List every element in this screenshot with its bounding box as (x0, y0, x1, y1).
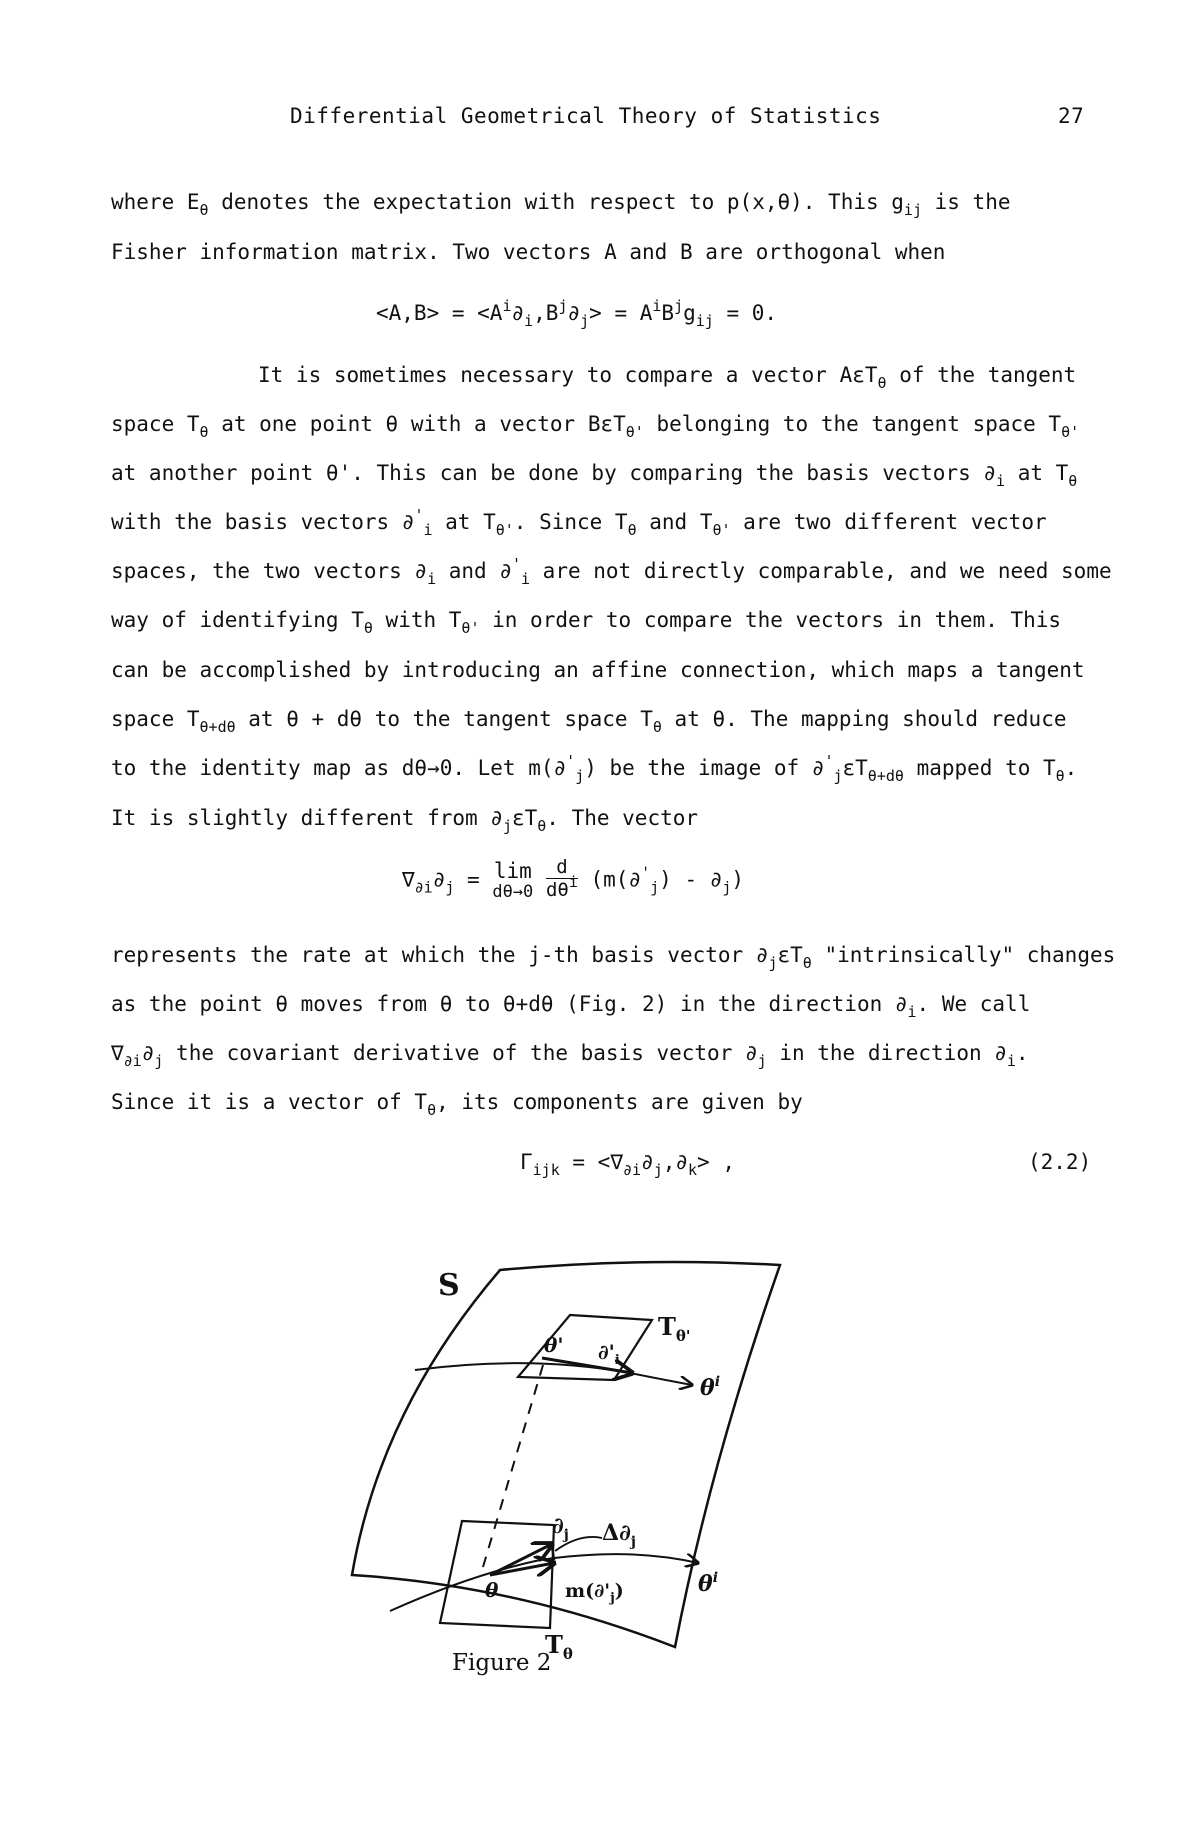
paragraph-line-16: as the point θ moves from θ to θ+dθ (Fig. 2) in the direction $\partial_i$. We call (111, 992, 1031, 1021)
equation-covariant-derivative: $\nabla_{\partial i}\partial_j$ = lim dθ→0 $\frac{d}{d\theta^i}$ $(m(\partial'_j) - \partial_j)$ (402, 856, 745, 902)
limit-operator: lim dθ→0 (492, 858, 534, 902)
equation-christoffel: $\Gamma_{ijk} = <\nabla_{\partial i}\partial_j,\partial_k>$ , (520, 1150, 735, 1179)
figure-caption: Figure 2 (452, 1650, 552, 1676)
paragraph-line-12: to the identity map as dθ→0. Let $m(\partial'_j)$ be the image of $\partial'_j\varepsilon T_{\theta+d\theta}$ mapped to $T_\theta$. (111, 752, 1078, 785)
paragraph-line-8: spaces, the two vectors $\partial_i$ and $\partial'_i$ are not directly comparable, and we need some (111, 555, 1112, 588)
paragraph-line-2: Fisher information matrix. Two vectors A and B are orthogonal when (111, 240, 946, 264)
paragraph-line-5: space $T_\theta$ at one point θ with a vector BεT$_{\theta'}$ belonging to the tangent space $T_{\theta'}$ (111, 412, 1080, 441)
paragraph-line-15: represents the rate at which the j-th basis vector $\partial_j\varepsilon T_\theta$ "intrinsically" changes (111, 943, 1116, 972)
page-number: 27 (1058, 104, 1085, 128)
paragraph-line-11: space $T_{\theta+d\theta}$ at θ + dθ to the tangent space $T_\theta$ at θ. The mapping should reduce (111, 707, 1067, 736)
label-tangent-top: $T_{\theta'}$ (658, 1312, 691, 1345)
paragraph-line-6: at another point θ'. This can be done by comparing the basis vectors $\partial_i$ at $T_\theta$ (111, 461, 1078, 490)
label-theta-i-bottom: $\theta^i$ (698, 1570, 719, 1597)
label-surface: S (438, 1268, 460, 1303)
label-tangent-bottom: $T_\theta$ (545, 1630, 573, 1663)
label-di-prime: $\partial'_i$ (598, 1340, 620, 1368)
paragraph-line-1: where $E_\theta$ denotes the expectation with respect to p(x,θ). This $g_{ij}$ is the (111, 190, 1011, 219)
equation-orthogonality: $<A,B> = <A^i\partial_i,B^j\partial_j> = A^iB^jg_{ij} = 0$. (376, 297, 778, 330)
curve-top (415, 1363, 692, 1385)
equation-number: (2.2) (1028, 1150, 1092, 1174)
dashed-connector (483, 1365, 543, 1567)
label-theta-i-top: $\theta^i$ (700, 1374, 721, 1401)
derivative-fraction: $\frac{d}{d\theta^i}$ (545, 856, 578, 901)
label-theta-top: θ' (544, 1333, 564, 1357)
paragraph-line-13: It is slightly different from $\partial_j\varepsilon T_\theta$. The vector (111, 806, 699, 835)
paragraph-line-10: can be accomplished by introducing an affine connection, which maps a tangent (111, 658, 1085, 682)
paragraph-line-18: Since it is a vector of $T_\theta$, its components are given by (111, 1090, 803, 1119)
label-delta-dj: $\Delta\partial_j$ (602, 1520, 636, 1550)
delta-leader (555, 1537, 602, 1551)
label-theta-bottom: θ (485, 1578, 499, 1602)
paragraph-line-17: $\nabla_{\partial i}\partial_j$ the covariant derivative of the basis vector $\partial_j$ in the direction $\partial_i$. (111, 1041, 1029, 1070)
running-title: Differential Geometrical Theory of Statistics (290, 104, 882, 128)
label-m-mapping: $m(\partial'_j)$ (565, 1580, 624, 1606)
tangent-plane-top (518, 1315, 652, 1380)
label-dj: $\partial_j$ (552, 1513, 569, 1543)
paragraph-line-7: with the basis vectors $\partial'_i$ at $T_{\theta'}$. Since $T_\theta$ and $T_{\theta'}$ are two different vector (111, 506, 1047, 539)
paragraph-line-9: way of identifying $T_\theta$ with $T_{\theta'}$ in order to compare the vectors in them. This (111, 608, 1062, 637)
paragraph-line-4: It is sometimes necessary to compare a vector AεT$_\theta$ of the tangent (258, 363, 1077, 392)
